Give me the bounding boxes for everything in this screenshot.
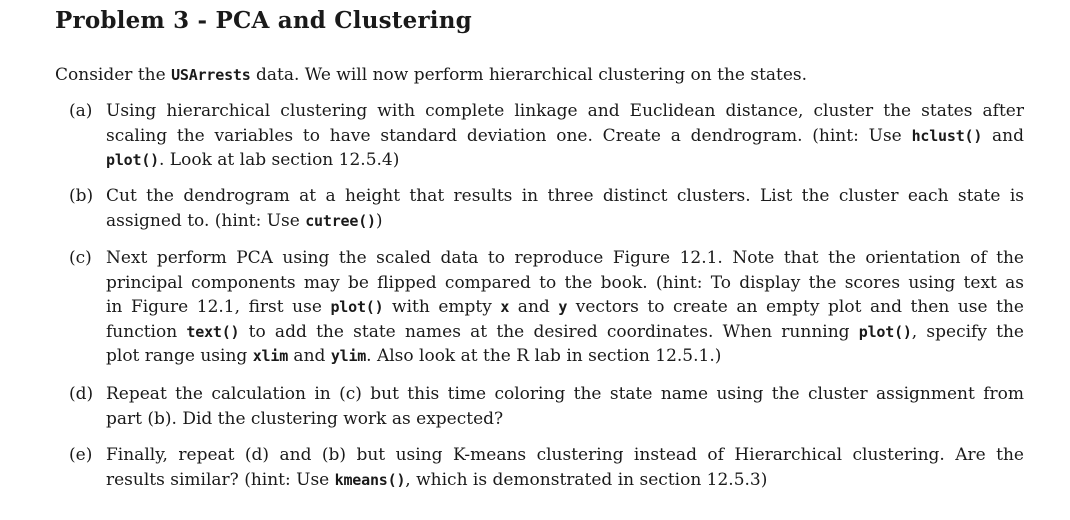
item-text: to add the state names at the desired coordinates. When running (239, 321, 859, 342)
inline-code: xlim (252, 347, 289, 365)
item-text: vectors to create an empty plot and then use the (567, 297, 1024, 317)
inline-code: plot() (858, 322, 912, 341)
item-text: Repeat the calculation in (c) but this time coloring the state name using the cluster assignment from (106, 384, 1024, 404)
item-line (106, 344, 1024, 369)
item-text: . Also look at the R lab in section 12.5.1.) (366, 346, 722, 366)
item-text: Finally, repeat (d) and (b) but using K-means clustering instead of Hierarchical clustering. Are the (106, 445, 1024, 465)
item-line (106, 295, 1024, 320)
intro-text-after: data. We will now perform hierarchical clustering on the states. (250, 65, 808, 85)
inline-code: plot() (106, 151, 159, 169)
item-text: , specify the (911, 321, 1024, 342)
inline-code: y (558, 298, 568, 316)
item-line (106, 271, 1024, 296)
item-line (106, 468, 1024, 493)
item-line (106, 124, 1024, 149)
item-text: Using hierarchical clustering with complete linkage and Euclidean distance, cluster the states after (106, 101, 1024, 121)
item-marker: (a) (69, 101, 93, 121)
intro-paragraph (55, 63, 807, 87)
item-text: with empty (383, 297, 501, 317)
inline-code: kmeans() (334, 470, 406, 489)
item-text: and (982, 125, 1024, 146)
item-marker: (c) (69, 248, 92, 268)
item-line (106, 443, 1024, 468)
question-item-c (69, 246, 1024, 369)
item-line (106, 407, 1024, 432)
item-text: and (509, 297, 559, 317)
intro-dataset-code: USArrests (171, 66, 251, 84)
inline-code: cutree() (305, 211, 376, 230)
item-marker: (b) (69, 186, 94, 206)
item-text: ) (375, 210, 383, 231)
inline-code: plot() (330, 298, 384, 316)
item-text: results similar? (hint: Use (106, 469, 335, 490)
item-text: and (288, 346, 331, 366)
inline-code: ylim (330, 347, 367, 365)
item-text: . Look at lab section 12.5.4) (159, 150, 400, 170)
inline-code: x (500, 298, 510, 316)
item-line (106, 320, 1024, 345)
item-text: in Figure 12.1, first use (106, 297, 331, 317)
item-text: assigned to. (hint: Use (106, 210, 306, 231)
question-item-a (69, 99, 1024, 173)
question-item-b (69, 184, 1024, 233)
item-text: part (b). Did the clustering work as expected? (106, 408, 504, 429)
item-line (106, 148, 1024, 173)
item-line (106, 99, 1024, 124)
item-text: principal components may be flipped compared to the book. (hint: To display the scores using text as (106, 272, 1024, 293)
item-text: Cut the dendrogram at a height that results in three distinct clusters. List the cluster each state is (106, 186, 1024, 206)
inline-code: hclust() (911, 126, 983, 145)
item-text: Next perform PCA using the scaled data to reproduce Figure 12.1. Note that the orientation of the (106, 248, 1024, 268)
item-line (106, 184, 1024, 209)
item-text: , which is demonstrated in section 12.5.3) (405, 469, 768, 490)
item-text: scaling the variables to have standard deviation one. Create a dendrogram. (hint: Use (106, 125, 912, 146)
item-text: plot range using (106, 346, 253, 366)
problem-title: Problem 3 - PCA and Clustering (55, 7, 472, 34)
item-line (106, 209, 1024, 234)
inline-code: text() (186, 322, 240, 341)
item-text: function (106, 321, 187, 342)
question-item-e (69, 443, 1024, 492)
item-line (106, 246, 1024, 271)
question-item-d (69, 382, 1024, 431)
item-marker: (e) (69, 445, 93, 465)
item-line (106, 382, 1024, 407)
intro-text-before: Consider the (55, 65, 172, 85)
item-marker: (d) (69, 384, 94, 404)
